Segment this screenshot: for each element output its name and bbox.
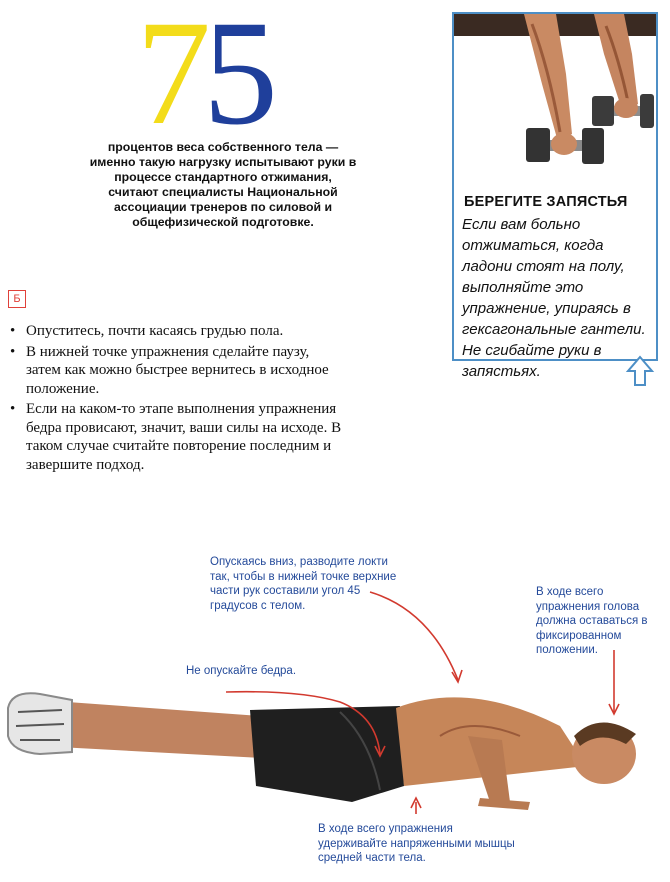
- list-item: [6, 400, 346, 474]
- step-text: В нижней точке упражнения сделайте паузу, затем как можно быстрее вернитесь в исходное положение.: [26, 343, 329, 397]
- annotation-elbows: Опускаясь вниз, разводите локти так, чтобы в нижней точке верхние части рук составили угол 45 градусов с телом.: [210, 556, 397, 612]
- step-text: Опуститесь, почти касаясь грудью пола.: [26, 323, 284, 339]
- annotation-core: В ходе всего упражнения удерживайте напряженными мышцы средней части тела.: [318, 823, 515, 864]
- section-marker: Б: [8, 290, 26, 308]
- tip-box: [452, 12, 658, 380]
- stat-number-first-digit: 7: [136, 0, 203, 156]
- dumbbell-photo: [454, 14, 656, 186]
- annotation-hips: Не опускайте бедра.: [186, 665, 297, 677]
- stat-number: [136, 0, 270, 156]
- annotation-head: В ходе всего упражнения голова должна оставаться в фиксированном положении.: [536, 586, 648, 656]
- stat-description: процентов веса собственного тела — именно такую нагрузку испытывают руки в процессе стандартного отжимания, считают специалисты Национальной ассоциации тренеров по силовой и общефизической подготовке.: [89, 140, 357, 229]
- up-arrow-icon: [626, 355, 654, 387]
- tip-title: БЕРЕГИТЕ ЗАПЯСТЬЯ: [464, 194, 628, 210]
- bullet: •: [10, 323, 16, 339]
- list-item: [6, 343, 346, 399]
- bullet: •: [10, 401, 16, 417]
- stat-number-second-digit: 5: [203, 0, 270, 156]
- list-item: [6, 322, 346, 341]
- steps-list: [6, 322, 346, 476]
- step-text: Если на каком-то этапе выполнения упражнения бедра провисают, значит, ваши силы на исходе. В таком случае считайте повторение последним и завершите подход.: [26, 401, 342, 473]
- tip-text: Если вам больно отжиматься, когда ладони стоят на полу, выполняйте это упражнение, упираясь в гексагональные гантели. Не сгибайте руки в запястьях.: [462, 216, 646, 380]
- bullet: •: [10, 343, 16, 360]
